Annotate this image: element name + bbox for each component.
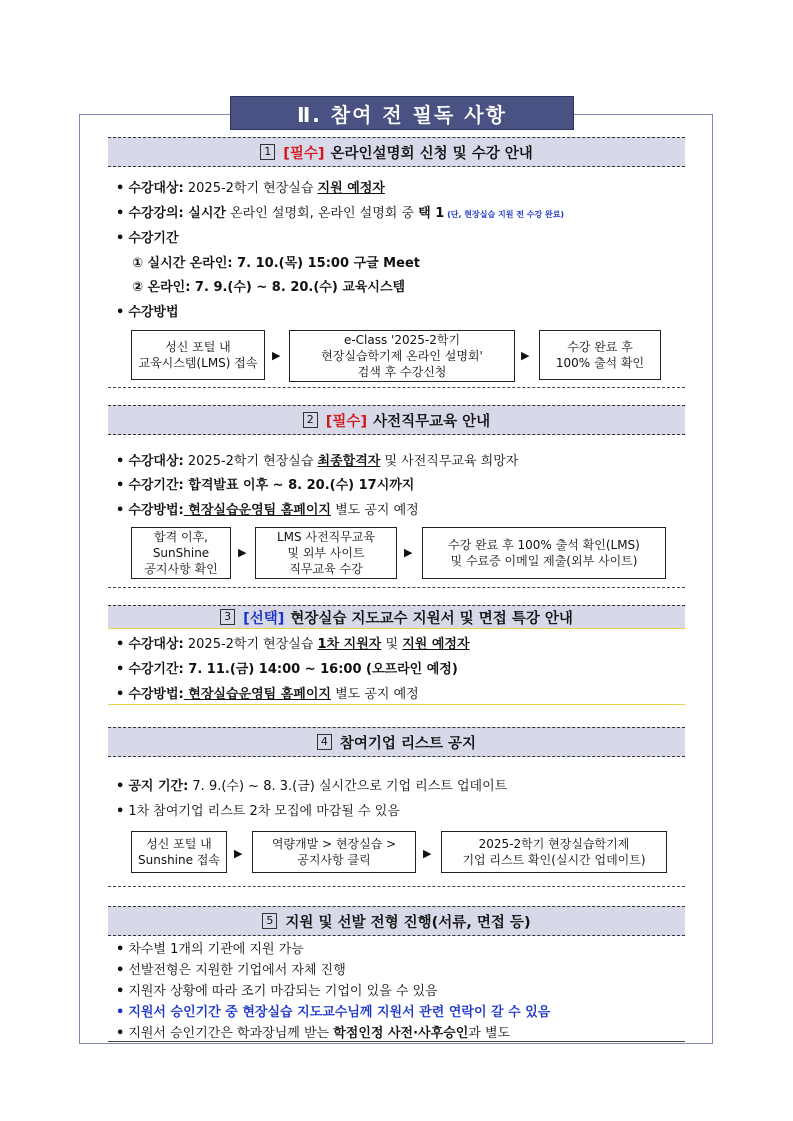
divider [108, 886, 685, 887]
flow-arrow-icon: ▶ [423, 847, 432, 860]
section-title: 온라인설명회 신청 및 수강 안내 [330, 145, 533, 162]
flow-step-1: 성신 포털 내 Sunshine 접속 [131, 831, 227, 873]
divider [108, 1041, 685, 1042]
flow-arrow-icon: ▶ [272, 349, 281, 362]
flow-step-2: LMS 사전직무교육 및 외부 사이트 직무교육 수강 [255, 527, 397, 579]
section-title: 사전직무교육 안내 [373, 413, 491, 430]
flow-arrow-icon: ▶ [238, 546, 247, 559]
list-item: • 수강대상: 2025-2학기 현장실습 지원 예정자 [116, 181, 385, 196]
optional-tag: [선택] [243, 610, 285, 627]
list-item: • 선발전형은 지원한 기업에서 자체 진행 [116, 963, 346, 978]
list-item: • 1차 참여기업 리스트 2차 모집에 마감될 수 있음 [116, 804, 400, 819]
section-title: 참여기업 리스트 공지 [339, 735, 477, 752]
flow-step-1: 합격 이후, SunShine 공지사항 확인 [131, 527, 231, 579]
divider [108, 387, 685, 388]
flow-arrow-icon: ▶ [234, 847, 243, 860]
section-number: 3 [220, 609, 235, 625]
required-tag: [필수] [325, 413, 368, 430]
flow-step-1: 성신 포털 내 교육시스템(LMS) 접속 [131, 330, 265, 380]
required-tag: [필수] [283, 145, 325, 162]
flow-arrow-icon: ▶ [521, 349, 530, 362]
flow-step-3: 2025-2학기 현장실습학기제 기업 리스트 확인(실시간 업데이트) [441, 831, 667, 873]
page-title: Ⅱ. 참여 전 필독 사항 [230, 96, 574, 130]
section-number: 2 [303, 412, 318, 428]
section-2-header [108, 405, 685, 435]
list-item: • 수강기간: 합격발표 이후 ~ 8. 20.(수) 17시까지 [116, 478, 415, 493]
list-item: • 공지 기간: 7. 9.(수) ~ 8. 3.(금) 실시간으로 기업 리스트 업데이트 [116, 779, 508, 794]
divider [108, 587, 685, 588]
flow-step-2: 역량개발 > 현장실습 > 공지사항 클릭 [252, 831, 416, 873]
list-item: • 수강대상: 2025-2학기 현장실습 1차 지원자 및 지원 예정자 [116, 637, 470, 652]
flow-step-3: 수강 완료 후 100% 출석 확인(LMS) 및 수료증 이메일 제출(외부 사이트) [422, 527, 666, 579]
list-item: • 지원서 승인기간은 학과장님께 받는 학점인정 사전·사후승인과 별도 [116, 1026, 511, 1041]
flow-step-2: e-Class '2025-2학기 현장실습학기제 온라인 설명회' 검색 후 수강신청 [289, 330, 515, 382]
section-3-header [108, 605, 685, 629]
list-item: • 수강강의: 실시간 온라인 설명회, 온라인 설명회 중 택 1 (단, 현장실습 지원 전 수강 완료) [116, 206, 565, 221]
period-option-2: ② 온라인: 7. 9.(수) ~ 8. 20.(수) 교육시스템 [132, 280, 406, 295]
section-4-header [108, 727, 685, 757]
flow-arrow-icon: ▶ [404, 546, 413, 559]
section-1-header [108, 137, 685, 167]
section-title: 현장실습 지도교수 지원서 및 면접 특강 안내 [290, 610, 573, 627]
divider [108, 704, 685, 705]
section-5-header [108, 906, 685, 936]
list-item: • 수강기간: 7. 11.(금) 14:00 ~ 16:00 (오프라인 예정) [116, 662, 458, 677]
list-item: • 수강방법: 현장실습운영팀 홈페이지 별도 공지 예정 [116, 687, 419, 702]
section-number: 1 [260, 144, 275, 160]
section-number: 5 [262, 913, 277, 929]
period-option-1: ① 실시간 온라인: 7. 10.(목) 15:00 구글 Meet [132, 256, 420, 271]
list-item: • 지원자 상황에 따라 조기 마감되는 기업이 있을 수 있음 [116, 984, 438, 999]
list-item-highlight: • 지원서 승인기간 중 현장실습 지도교수님께 지원서 관련 연락이 갈 수 있음 [116, 1005, 551, 1020]
list-item: • 차수별 1개의 기관에 지원 가능 [116, 942, 304, 957]
list-item: • 수강방법 [116, 305, 179, 320]
list-item: • 수강기간 [116, 231, 179, 246]
list-item: • 수강대상: 2025-2학기 현장실습 최종합격자 및 사전직무교육 희망자 [116, 454, 519, 469]
section-number: 4 [317, 734, 332, 750]
flow-step-3: 수강 완료 후 100% 출석 확인 [539, 330, 661, 380]
section-title: 지원 및 선발 전형 진행(서류, 면접 등) [285, 914, 531, 931]
list-item: • 수강방법: 현장실습운영팀 홈페이지 별도 공지 예정 [116, 503, 419, 518]
